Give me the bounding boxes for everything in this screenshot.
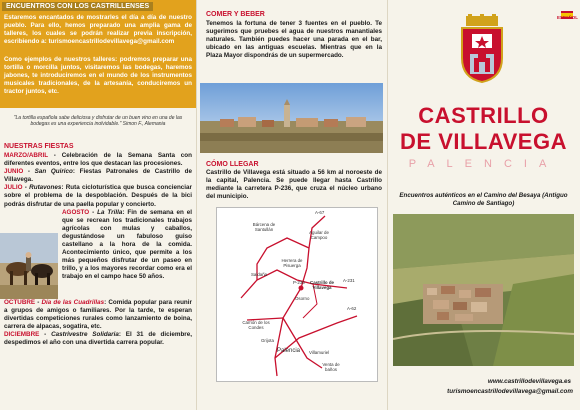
visitor-quote: "La tortilla española sabe deliciosa y disfrutar de un buen vino en una de las bodegas es una experiencia inolvidable." Simon F., Alemania	[13, 115, 183, 127]
map-label-a62: A-62	[347, 306, 357, 311]
fiesta-month: OCTUBRE	[4, 298, 36, 306]
title-line1: CASTRILLO	[418, 103, 549, 128]
fiesta-sep: -	[22, 184, 30, 192]
fiestas-list	[4, 152, 192, 347]
encuentros-text: Estaremos encantados de mostrarles el día a día de nuestro pueblo. Para ello, hemos preparado una amplia gama de talleres, los cuales se podrán realizar previa inscripción, escribiendo a: turismoencastrillodevillavega@gmail.com	[4, 14, 192, 46]
map-label-p236: P-236	[293, 280, 305, 285]
fiesta-sep: -	[23, 168, 35, 176]
map-label-carrion: Carrión de los Condes	[242, 320, 270, 330]
fiesta-text: Celebración de la Semana Santa con diferentes eventos, entre los que destacan las procesiones.	[4, 152, 192, 168]
map-label-palencia: Palencia	[277, 348, 301, 354]
fiesta-name: San Quirico	[34, 168, 73, 176]
fiesta-month: DICIEMBRE	[4, 331, 40, 339]
aerial-photo	[393, 214, 574, 366]
fiesta-sep: -	[47, 152, 62, 159]
llegar-text: Castrillo de Villavega está situado a 56 km al noroeste de la capital, Palencia. Se puede llegar hasta Castrillo mediante la carretera P-236, que cruza el núcleo urbano del municipio.	[206, 169, 382, 201]
llegar-header: CÓMO LLEGAR	[206, 161, 259, 168]
website-link[interactable]: www.castrillodevillavega.es	[487, 378, 571, 385]
title-line2: DE VILLAVEGA	[400, 129, 567, 154]
route-map	[216, 207, 378, 382]
fiesta-name: Rutavones	[29, 184, 62, 192]
tagline: Encuentros auténticos en el Camino del Besaya (Antiguo Camino de Santiago)	[399, 192, 568, 207]
fiesta-item-octubre	[4, 299, 192, 331]
map-label-castrillo: Castrillo de Villavega	[310, 280, 334, 290]
village-photo	[200, 83, 383, 153]
fiesta-text: : Fin de semana en el que se recrean los tradicionales trabajos agrícolas con mulas y caballos, degustándose un fabuloso guiso castellano a la hora de la comida. Acontecimiento único, que permite a los más pequeños disfrutar de un paseo en trillo, y a los mayores recordar como era el trabajo en el campo hace 50 años.	[62, 208, 192, 281]
fiesta-month: JULIO	[4, 184, 23, 192]
fiesta-text: : Fiestas Patronales de Castrillo de Villavega.	[4, 168, 192, 184]
talleres-text: Como ejemplos de nuestros talleres: podremos preparar una tortilla o morcilla juntos, visitaremos las bodegas, haremos jabones, te introduciremos en el mundo de los instrumentos musicales tradicionales, de la artesanía, conduciremos un tractor juntos, etc.	[4, 56, 192, 96]
fiesta-month: AGOSTO	[62, 208, 90, 216]
trilla-photo	[0, 233, 58, 299]
map-label-grijota: Grijota	[261, 338, 274, 343]
column-left	[0, 0, 196, 410]
comer-header: COMER Y BEBER	[206, 11, 265, 18]
fiesta-text: : El 31 de diciembre, despedimos el año con una divertida carrera popular.	[4, 331, 192, 347]
fiesta-item-diciembre	[4, 331, 192, 347]
map-label-aguilar: Aguilar de Campoo	[309, 230, 329, 240]
map-label-saldana: Saldaña	[251, 272, 268, 277]
map-label-venta: Venta de baños	[322, 362, 340, 372]
fiesta-item-agosto	[4, 209, 192, 282]
column-right	[387, 0, 580, 410]
subtitle-palencia: PALENCIA	[408, 158, 559, 170]
fiesta-name: Castrivestre Solidaria	[51, 331, 119, 339]
fiesta-month: MARZO/ABRIL	[4, 152, 48, 159]
email-link[interactable]: turismoencastrillodevillavega@gmail.com	[447, 388, 573, 395]
map-label-a231: A-231	[343, 278, 355, 283]
map-label-a67: A-67	[315, 210, 325, 215]
fiesta-item-marzo	[4, 152, 192, 168]
fiesta-month: JUNIO	[4, 168, 24, 176]
map-label-barcena: Bárcena de Santullán	[252, 222, 276, 232]
comer-text: Tenemos la fortuna de tener 3 fuentes en el pueblo. Te sugerimos que pruebes el agua de nuestros manantiales naturales. También puedes hacer una parada en el bar, ubicado en las antiguas escuelas. Mientras que en la Plaza Mayor dispondrás de un supermercado.	[206, 20, 382, 60]
fiesta-item-julio	[4, 184, 192, 208]
fiesta-sep: -	[39, 331, 52, 339]
fiesta-sep: -	[35, 298, 42, 306]
encuentros-header: ENCUENTROS CON LOS CASTRILLENSES	[2, 2, 153, 11]
language-label: ESPAÑOL	[557, 15, 578, 20]
fiesta-text: : Comida popular para reunir a grupos de amigos o familiares. Por la tarde, te esperan divertidas competiciones rurales como lanzamiento de boina, carrera de alpacas, sogatira, etc.	[4, 298, 192, 330]
map-label-osorno: Osorno	[295, 296, 310, 301]
fiesta-item-junio	[4, 168, 192, 184]
fiesta-sep: -	[89, 208, 98, 216]
fiesta-name: Día de las Cuadrillas	[41, 298, 105, 306]
fiesta-text: : Ruta cicloturística que busca concienciar sobre el problema de la despoblación. Después de la bici podrás disfrutar de una paella popular y concierto.	[4, 184, 192, 208]
route-map-roads	[217, 208, 377, 381]
castrillo-marker	[299, 286, 304, 291]
fiestas-header: NUESTRAS FIESTAS	[4, 143, 74, 150]
map-label-villamuriel: Villamuriel	[309, 350, 330, 355]
coat-of-arms-icon	[456, 14, 508, 84]
map-label-herrera: Herrera de Pisuerga	[281, 258, 303, 268]
fiesta-name: La Trilla	[97, 208, 123, 216]
spain-flag-icon	[561, 6, 573, 14]
column-middle	[196, 0, 387, 410]
